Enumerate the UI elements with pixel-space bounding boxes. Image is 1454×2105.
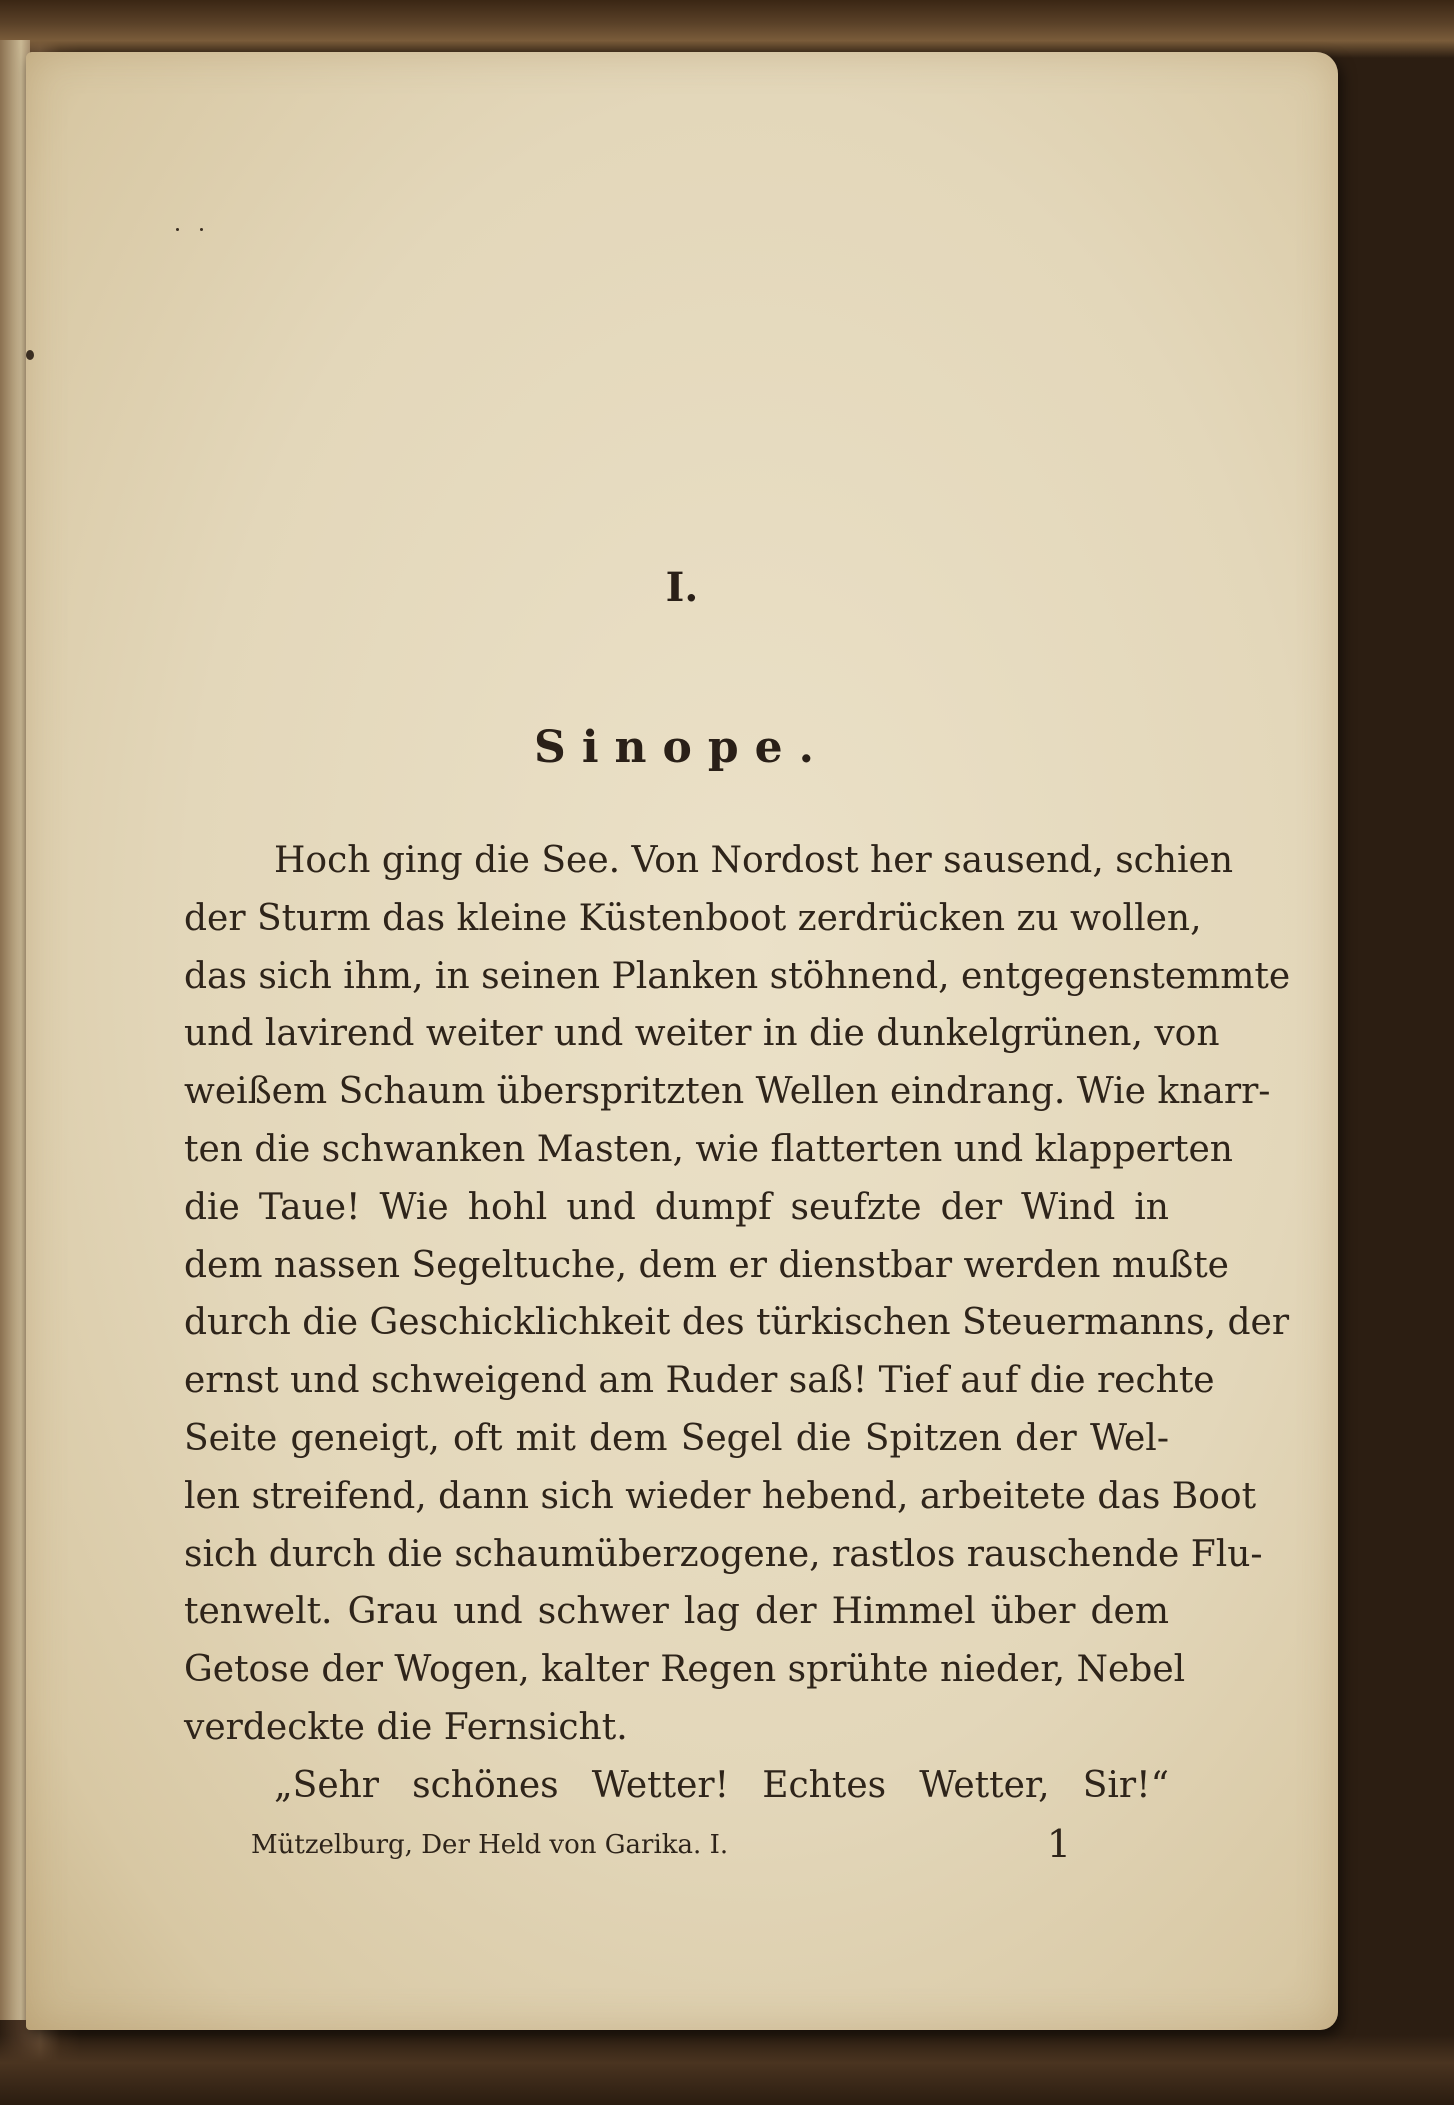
body-text <box>184 832 1291 1815</box>
text-line: der Sturm das kleine Küstenboot zerdrücken zu wollen, <box>184 897 1202 939</box>
chapter-number: I. <box>665 564 699 611</box>
text-line: „Sehr schönes Wetter! Echtes Wetter, Sir!“ <box>274 1764 1169 1806</box>
signature-mark: Mützelburg, Der Held von Garika. I. <box>251 1830 729 1860</box>
page-spot <box>26 350 34 360</box>
text-line: ernst und schweigend am Ruder saß! Tief auf die rechte <box>184 1360 1215 1402</box>
text-line: sich durch die schaumüberzogene, rastlos rauschende Flu- <box>184 1533 1263 1575</box>
page-spot <box>200 228 203 231</box>
text-line: ten die schwanken Masten, wie flatterten und klapperten <box>184 1128 1233 1170</box>
text-line: len streifend, dann sich wieder hebend, arbeitete das Boot <box>184 1475 1257 1517</box>
text-line: Seite geneigt, oft mit dem Segel die Spitzen der Wel- <box>184 1417 1169 1459</box>
text-line: Hoch ging die See. Von Nordost her sausend, schien <box>274 840 1234 881</box>
text-line: Getose der Wogen, kalter Regen sprühte nieder, Nebel <box>184 1649 1186 1691</box>
text-line: tenwelt. Grau und schwer lag der Himmel über dem <box>184 1591 1169 1633</box>
book-top-edge <box>0 0 1454 58</box>
text-line: dem nassen Segeltuche, dem er dienstbar werden mußte <box>184 1244 1229 1286</box>
text-line: weißem Schaum überspritzten Wellen eindrang. Wie knarr- <box>184 1071 1271 1113</box>
book-page <box>26 52 1338 2030</box>
text-line: verdeckte die Fernsicht. <box>184 1706 628 1748</box>
paragraph <box>184 1757 1169 1815</box>
book-bottom-edge <box>0 2035 1454 2105</box>
page-number: 1 <box>1046 1822 1071 1866</box>
text-line: und lavirend weiter und weiter in die dunkelgrünen, von <box>184 1013 1220 1055</box>
page-spot <box>176 228 179 231</box>
text-line: die Taue! Wie hohl und dumpf seufzte der Wind in <box>184 1186 1169 1228</box>
text-line: durch die Geschicklichkeit des türkischen Steuermanns, der <box>184 1302 1290 1344</box>
text-line: das sich ihm, in seinen Planken stöhnend, entgegenstemmte <box>184 955 1291 997</box>
chapter-title: Sinope. <box>534 722 830 773</box>
show-through-text <box>216 392 1176 448</box>
paragraph <box>184 832 1291 1757</box>
